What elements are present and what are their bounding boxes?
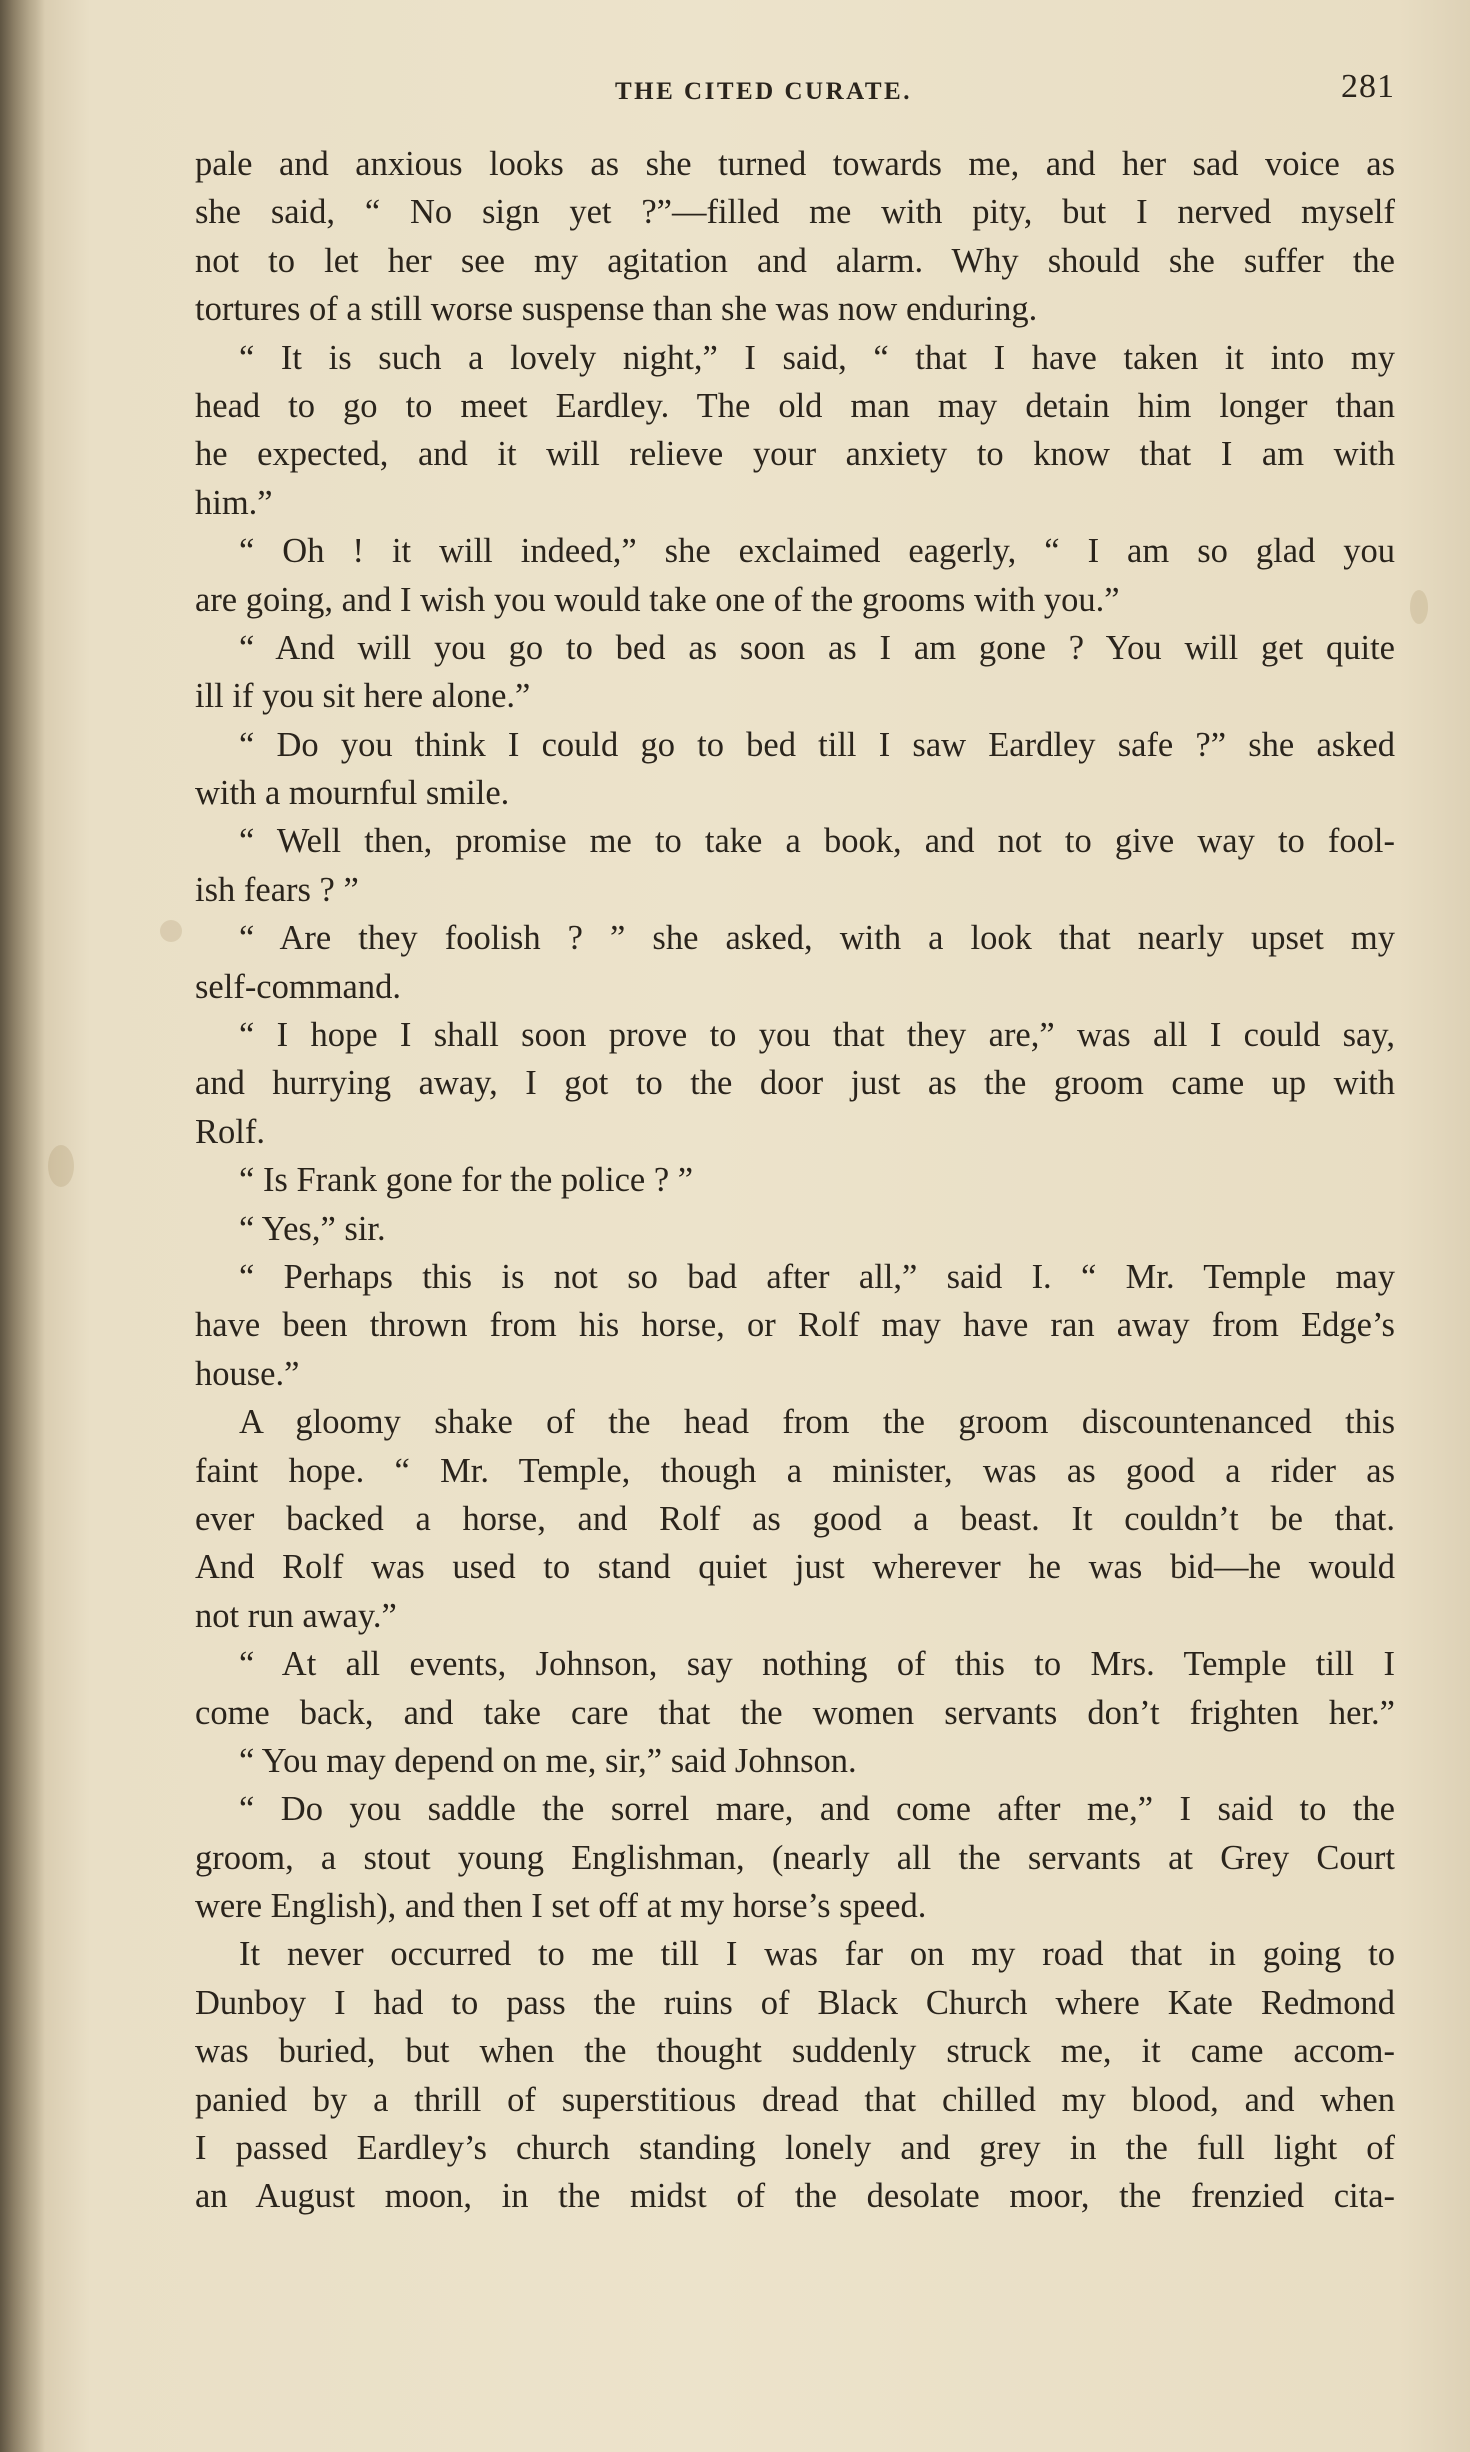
page-number: 281 [1341, 68, 1395, 105]
text-line: faint hope. “ Mr. Temple, though a minister, was as good a rider as [195, 1451, 1395, 1490]
text-line: ever backed a horse, and Rolf as good a beast. It couldn’t be that. [195, 1499, 1395, 1538]
text-line: “ At all events, Johnson, say nothing of this to Mrs. Temple till I [239, 1645, 1395, 1684]
text-line: are going, and I wish you would take one of the grooms with you.” [195, 580, 1120, 619]
text-line: was buried, but when the thought suddenly struck me, it came accom- [195, 2032, 1395, 2071]
text-line: groom, a stout young Englishman, (nearly all the servants at Grey Court [195, 1838, 1395, 1877]
text-line: “ Are they foolish ? ” she asked, with a look that nearly upset my [239, 919, 1395, 958]
text-line: panied by a thrill of superstitious dread that chilled my blood, and when [195, 2080, 1395, 2119]
text-line: “ Perhaps this is not so bad after all,” said I. “ Mr. Temple may [239, 1257, 1395, 1296]
text-line: and hurrying away, I got to the door just as the groom came up with [195, 1064, 1395, 1103]
text-line: “ Do you think I could go to bed till I saw Eardley safe ?” she asked [239, 725, 1395, 764]
text-line: him.” [195, 483, 273, 522]
text-line: were English), and then I set off at my horse’s speed. [195, 1887, 927, 1926]
text-line: he expected, and it will relieve your anxiety to know that I am with [195, 435, 1395, 474]
text-line: head to go to meet Eardley. The old man may detain him longer than [195, 386, 1395, 425]
text-line: “ I hope I shall soon prove to you that they are,” was all I could say, [239, 1016, 1395, 1055]
text-line: “ You may depend on me, sir,” said Johnson. [239, 1741, 857, 1780]
paper-stain [48, 1145, 74, 1187]
text-line: house.” [195, 1354, 300, 1393]
text-line: tortures of a still worse suspense than she was now enduring. [195, 290, 1038, 329]
running-head [195, 68, 1395, 118]
text-line: self-command. [195, 967, 401, 1006]
text-line: “ Do you saddle the sorrel mare, and come after me,” I said to the [239, 1790, 1395, 1829]
text-line: “ And will you go to bed as soon as I am gone ? You will get quite [239, 628, 1395, 667]
running-title: THE CITED CURATE. [615, 78, 912, 105]
text-line: “ It is such a lovely night,” I said, “ that I have taken it into my [239, 338, 1395, 377]
text-line: A gloomy shake of the head from the groom discountenanced this [239, 1403, 1395, 1442]
paper-stain [1410, 590, 1428, 624]
text-line: Rolf. [195, 1112, 265, 1151]
text-line: I passed Eardley’s church standing lonely and grey in the full light of [195, 2129, 1395, 2168]
page-gutter-shadow [0, 0, 45, 2452]
text-line: It never occurred to me till I was far on my road that in going to [239, 1935, 1395, 1974]
text-line: she said, “ No sign yet ?”—filled me with pity, but I nerved myself [195, 193, 1395, 232]
text-line: not run away.” [195, 1596, 397, 1635]
text-line: ish fears ? ” [195, 870, 359, 909]
text-line: “ Oh ! it will indeed,” she exclaimed eagerly, “ I am so glad you [239, 532, 1395, 571]
text-line: an August moon, in the midst of the desolate moor, the frenzied cita- [195, 2177, 1395, 2216]
text-line: Dunboy I had to pass the ruins of Black Church where Kate Redmond [195, 1983, 1395, 2022]
text-line: come back, and take care that the women servants don’t frighten her.” [195, 1693, 1395, 1732]
text-line: have been thrown from his horse, or Rolf may have ran away from Edge’s [195, 1306, 1395, 1345]
body-text [195, 140, 1395, 2221]
text-line: not to let her see my agitation and alarm. Why should she suffer the [195, 241, 1395, 280]
paper-stain [160, 920, 182, 942]
text-line: “ Yes,” sir. [239, 1209, 386, 1248]
text-line: And Rolf was used to stand quiet just wherever he was bid—he would [195, 1548, 1395, 1587]
text-line: with a mournful smile. [195, 774, 510, 813]
text-line: pale and anxious looks as she turned towards me, and her sad voice as [195, 145, 1395, 183]
text-line: ill if you sit here alone.” [195, 677, 531, 716]
text-line: “ Well then, promise me to take a book, and not to give way to fool- [239, 822, 1395, 861]
text-line: “ Is Frank gone for the police ? ” [239, 1161, 694, 1200]
